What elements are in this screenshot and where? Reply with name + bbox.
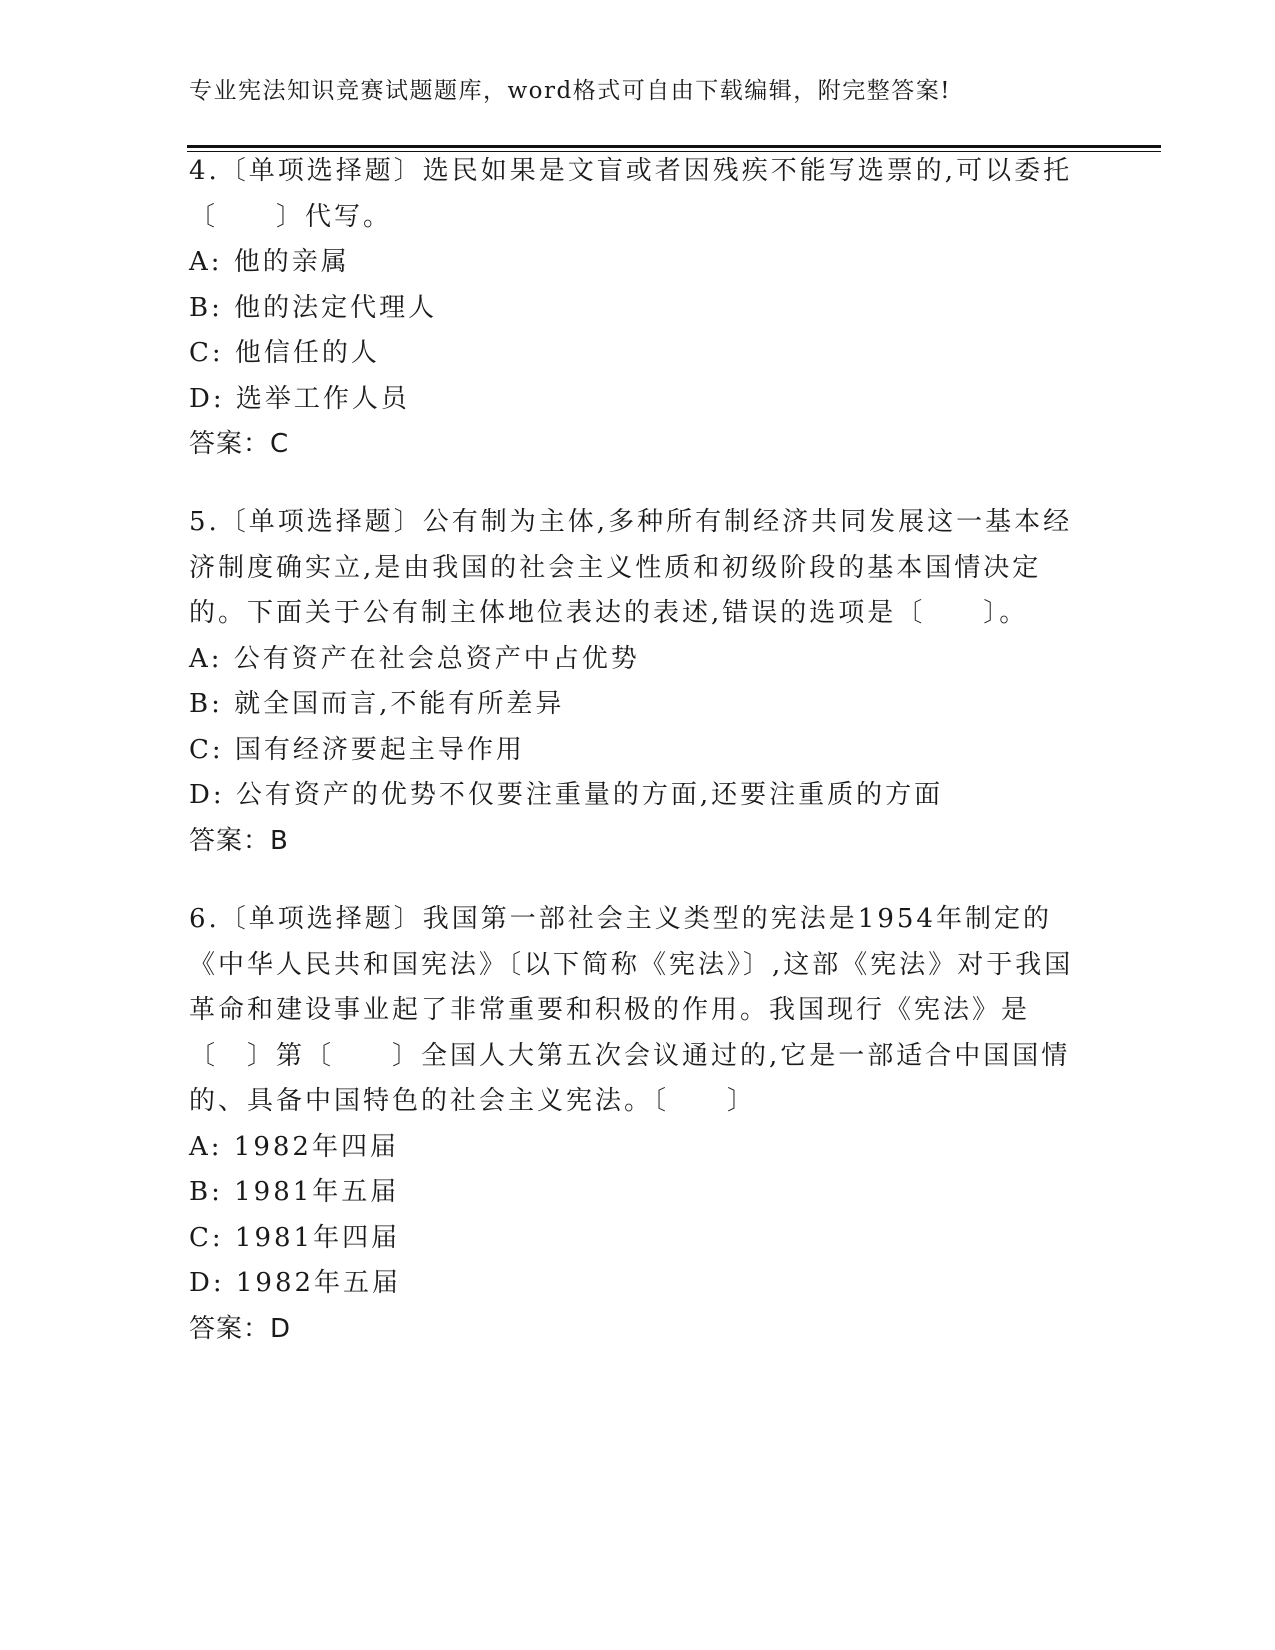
question-stem: 6.〔单项选择题〕我国第一部社会主义类型的宪法是1954年制定的《中华人民共和国宪法》〔以下简称《宪法》〕,这部《宪法》对于我国革命和建设事业起了非常重要和积极的作用。我国现行《宪法》是〔 〕第〔 〕全国人大第五次会议通过的,它是一部适合中国国情的、具备中国特色的社会主义宪法。〔 〕	[189, 904, 1074, 1116]
option-a: A: 他的亲属	[189, 247, 350, 277]
option-d: D: 公有资产的优势不仅要注重量的方面,还要注重质的方面	[189, 780, 944, 810]
option-a: A: 公有资产在社会总资产中占优势	[189, 643, 640, 674]
option-b: B: 1981年五届	[189, 1177, 400, 1207]
answer: 答案：C	[189, 429, 290, 459]
option-a: A: 1982年四届	[189, 1131, 399, 1162]
question-stem: 5.〔单项选择题〕公有制为主体,多种所有制经济共同发展这一基本经济制度确实立,是由我国的社会主义性质和初级阶段的基本国情决定的。下面关于公有制主体地位表达的表述,错误的选项是〔 〕。	[189, 507, 1073, 628]
header-divider-thick	[187, 145, 1161, 148]
answer: 答案：D	[189, 1313, 292, 1344]
answer: 答案：B	[189, 825, 289, 856]
option-c: C: 他信任的人	[189, 338, 380, 368]
question-4	[189, 149, 1089, 468]
question-6	[189, 897, 1089, 1352]
option-b: B: 他的法定代理人	[189, 292, 438, 323]
document-header: 专业宪法知识竞赛试题题库，word格式可自由下载编辑，附完整答案!	[189, 78, 951, 104]
options-list	[189, 1125, 1089, 1307]
question-5	[189, 500, 1089, 864]
question-stem: 4.〔单项选择题〕选民如果是文盲或者因残疾不能写选票的,可以委托〔 〕代写。	[189, 156, 1073, 232]
option-d: D: 选举工作人员	[189, 383, 410, 414]
option-c: C: 国有经济要起主导作用	[189, 734, 525, 765]
options-list	[189, 637, 1089, 819]
option-b: B: 就全国而言,不能有所差异	[189, 689, 565, 719]
option-c: C: 1981年四届	[189, 1222, 401, 1253]
option-d: D: 1982年五届	[189, 1268, 402, 1298]
options-list	[189, 240, 1089, 422]
